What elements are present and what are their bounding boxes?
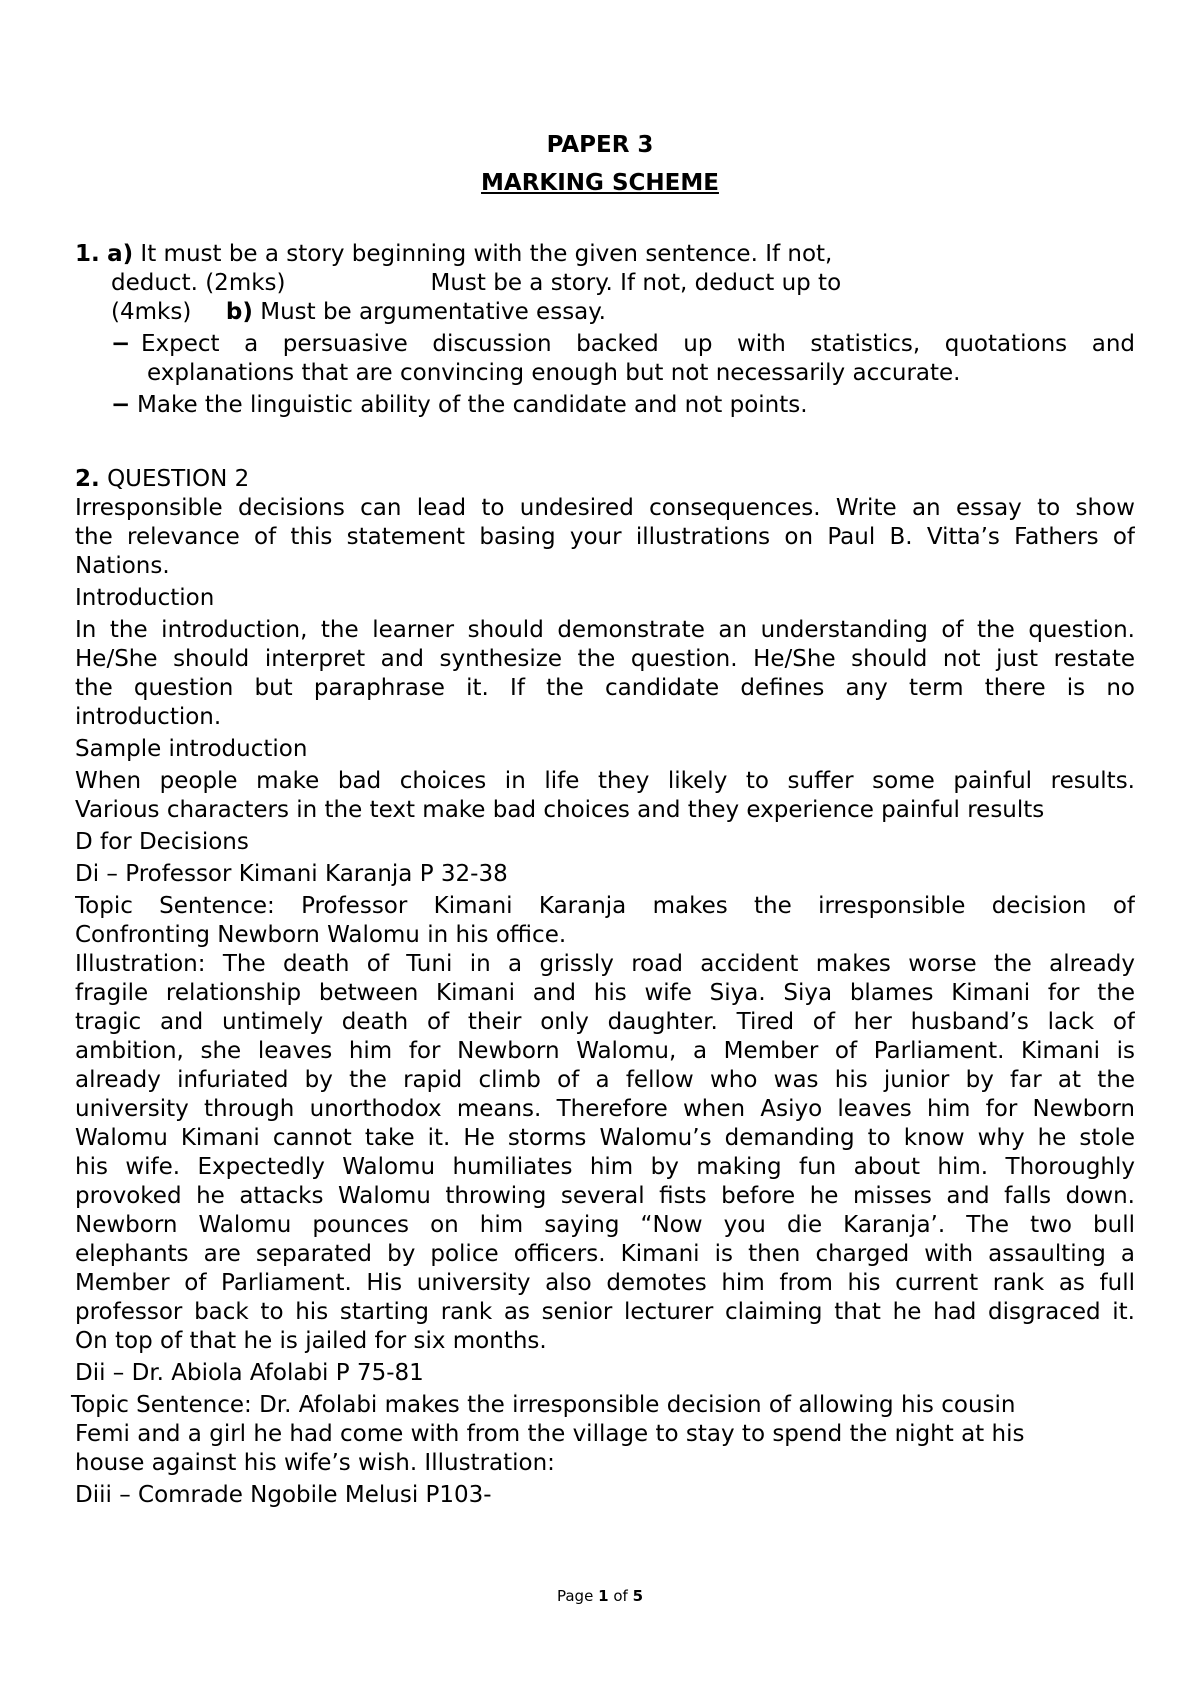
- di-heading: Di – Professor Kimani Karanja P 32-38: [75, 861, 508, 887]
- di-illustration-line: Newborn Walomu pounces on him saying “Now you die Karanja’. The two bull: [75, 1212, 1135, 1238]
- di-illustration-line: professor back to his starting rank as senior lecturer claiming that he had disgraced it.: [75, 1299, 1135, 1325]
- q2-heading-text: QUESTION 2: [107, 466, 250, 492]
- q2-prompt-line-1: Irresponsible decisions can lead to undesired consequences. Write an essay to show: [75, 495, 1135, 521]
- sample-intro-line-2: Various characters in the text make bad choices and they experience painful results: [75, 797, 1045, 823]
- dii-topic-line-1: Topic Sentence: Dr. Afolabi makes the irresponsible decision of allowing his cousin: [71, 1392, 1016, 1418]
- q1-line-2: [75, 269, 1135, 298]
- dii-heading: Dii – Dr. Abiola Afolabi P 75-81: [75, 1360, 424, 1386]
- di-illustration-line: Member of Parliament. His university also demotes him from his current rank as full: [75, 1270, 1135, 1296]
- di-illustration-line: already infuriated by the rapid climb of a fellow who was his junior by far at the: [75, 1067, 1135, 1093]
- dii-topic-line-3: house against his wife’s wish. Illustration:: [75, 1450, 555, 1476]
- q1-line-3a: (4mks): [111, 299, 192, 325]
- intro-line-1: In the introduction, the learner should demonstrate an understanding of the question.: [75, 617, 1135, 643]
- di-illustration-line: provoked he attacks Walomu throwing several fists before he misses and falls down.: [75, 1183, 1135, 1209]
- intro-line-3: the question but paraphrase it. If the candidate defines any term there is no: [75, 675, 1135, 701]
- intro-heading: Introduction: [75, 585, 215, 611]
- page-subtitle: MARKING SCHEME: [481, 170, 719, 196]
- sample-intro-heading: Sample introduction: [75, 736, 308, 762]
- q1-bullet-1-line-1: − Expect a persuasive discussion backed up with statistics, quotations and: [111, 331, 1135, 357]
- q2-number: 2.: [75, 466, 100, 492]
- q2-heading: [75, 465, 1135, 494]
- q1-part-b-label: b): [225, 299, 253, 325]
- footer-page-total: 5: [632, 1587, 643, 1605]
- page-footer: [0, 1587, 1200, 1605]
- intro-line-2: He/She should interpret and synthesize the question. He/She should not just restate: [75, 646, 1135, 672]
- q2-prompt-line-2: the relevance of this statement basing your illustrations on Paul B. Vitta’s Fathers of: [75, 524, 1135, 550]
- di-illustration-line: fragile relationship between Kimani and his wife Siya. Siya blames Kimani for the: [75, 980, 1135, 1006]
- q1-line-2b: Must be a story. If not, deduct up to: [430, 270, 842, 296]
- q1-line-1-text: It must be a story beginning with the given sentence. If not,: [140, 241, 833, 267]
- di-illustration-line: his wife. Expectedly Walomu humiliates him by making fun about him. Thoroughly: [75, 1154, 1135, 1180]
- footer-page-number: 1: [598, 1587, 609, 1605]
- q1-line-1: [75, 240, 1135, 269]
- q1-line-3b: Must be argumentative essay.: [260, 299, 606, 325]
- q1-number: 1.: [75, 241, 100, 267]
- footer-page-word: Page: [556, 1587, 594, 1605]
- decisions-heading: D for Decisions: [75, 829, 249, 855]
- q1-line-3: [75, 298, 1135, 327]
- footer-of-word: of: [613, 1587, 628, 1605]
- intro-line-4: introduction.: [75, 704, 222, 730]
- dash-bullet: −: [111, 331, 131, 357]
- di-illustration: [75, 950, 1135, 1356]
- question-2-section: [71, 465, 1135, 1510]
- di-illustration-line: ambition, she leaves him for Newborn Walomu, a Member of Parliament. Kimani is: [75, 1038, 1135, 1064]
- page-title: PAPER 3: [546, 132, 654, 158]
- di-illustration-line: tragic and untimely death of their only daughter. Tired of her husband’s lack of: [75, 1009, 1135, 1035]
- di-illustration-line: On top of that he is jailed for six months.: [75, 1328, 547, 1354]
- sample-intro-line-1: When people make bad choices in life they likely to suffer some painful results.: [75, 768, 1135, 794]
- q2-prompt-line-3: Nations.: [75, 553, 170, 579]
- q1-bullet-2: − Make the linguistic ability of the candidate and not points.: [111, 392, 808, 418]
- q1-part-a-label: a): [107, 241, 134, 267]
- dii-topic-line-2: Femi and a girl he had come with from the village to stay to spend the night at his: [75, 1421, 1025, 1447]
- di-topic-line-2: Confronting Newborn Walomu in his office.: [75, 922, 567, 948]
- diii-heading: Diii – Comrade Ngobile Melusi P103-: [75, 1482, 492, 1508]
- di-topic-line-1: Topic Sentence: Professor Kimani Karanja makes the irresponsible decision of: [75, 893, 1135, 919]
- di-illustration-line: university through unorthodox means. Therefore when Asiyo leaves him for Newborn: [75, 1096, 1135, 1122]
- di-illustration-line: elephants are separated by police officers. Kimani is then charged with assaulting a: [75, 1241, 1135, 1267]
- di-illustration-line: Walomu Kimani cannot take it. He storms Walomu’s demanding to know why he stole: [75, 1125, 1135, 1151]
- di-illustration-line: Illustration: The death of Tuni in a grissly road accident makes worse the already: [75, 951, 1135, 977]
- question-1-section: [75, 240, 1135, 420]
- q1-bullet-1-line-2: explanations that are convincing enough but not necessarily accurate.: [147, 360, 961, 386]
- dash-bullet: −: [111, 392, 131, 418]
- q1-line-2a: deduct. (2mks): [111, 270, 286, 296]
